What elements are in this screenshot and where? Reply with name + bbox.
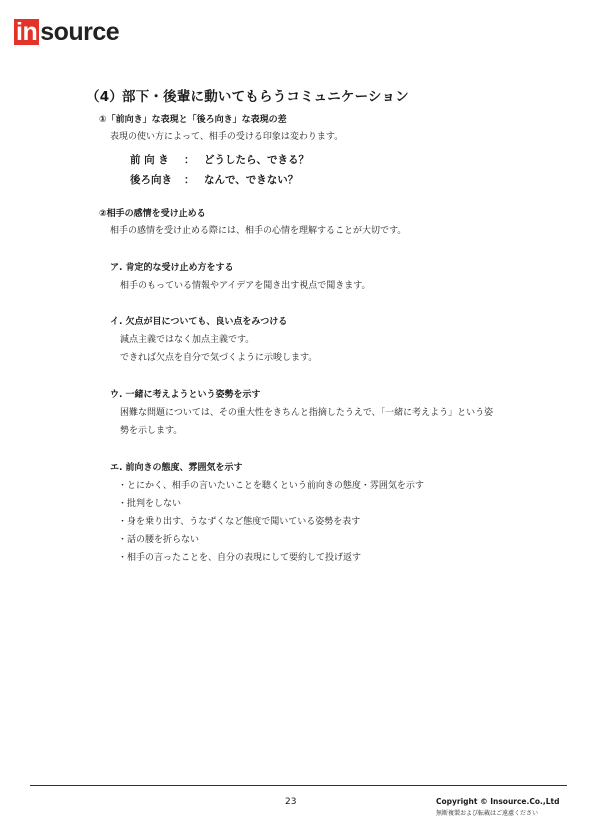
expression-separator: ： — [184, 174, 195, 186]
item-a-title: ア. 肯定的な受け止め方をする — [110, 263, 234, 273]
logo-in-mark: in — [16, 18, 38, 46]
part2-title: ②相手の感情を受け止める — [99, 209, 206, 219]
item-u-line: 困難な問題については、その重大性をきちんと指摘したうえで、「一緒に考えよう」という姿 — [120, 408, 494, 418]
part2-desc: 相手の感情を受け止める際には、相手の心情を理解することが大切です。 — [110, 226, 407, 236]
reproduction-notice: 無断複製および転載はご遠慮ください — [436, 810, 539, 817]
logo-wordmark: source — [40, 18, 120, 46]
part1-desc: 表現の使い方によって、相手の受ける印象は変わります。 — [110, 132, 344, 142]
item-e-bullet: ・話の腰を折らない — [118, 535, 200, 545]
expression-text: どうしたら、できる？ — [204, 154, 309, 166]
expression-separator: ： — [184, 154, 195, 166]
section-heading — [86, 85, 409, 105]
company-logo — [14, 19, 119, 45]
section-title: 部下・後輩に動いてもらうコミュニケーション — [122, 89, 409, 105]
expression-row-negative — [130, 172, 298, 187]
item-u-line: 勢を示します。 — [120, 426, 183, 436]
item-e-bullet: ・相手の言ったことを、自分の表現にして要約して投げ返す — [118, 553, 362, 563]
section-number: （4） — [86, 89, 123, 105]
item-u-title: ウ. 一緒に考えようという姿勢を示す — [110, 390, 261, 400]
item-e-bullet: ・批判をしない — [118, 499, 182, 509]
expression-label: 後ろ向き — [130, 174, 172, 186]
page-number: 23 — [285, 797, 297, 807]
expression-text: なんで、できない？ — [204, 174, 299, 186]
item-e-bullet: ・身を乗り出す、うなずくなど態度で聞いている姿勢を表す — [118, 517, 361, 527]
item-e-bullet: ・とにかく、相手の言いたいことを聴くという前向きの態度・雰囲気を示す — [118, 481, 424, 491]
copyright-text: Copyright © Insource.Co.,Ltd — [436, 797, 560, 806]
part1-title: ①「前向き」な表現と「後ろ向き」な表現の差 — [99, 115, 287, 125]
item-e-title: エ. 前向きの態度、雰囲気を示す — [110, 463, 243, 473]
item-i-line: できれば欠点を自分で気づくように示唆します。 — [120, 353, 318, 363]
footer-divider — [30, 785, 567, 786]
expression-label: 前 向 き — [130, 154, 169, 166]
item-a-line: 相手のもっている情報やアイデアを聞き出す視点で聞きます。 — [120, 281, 371, 291]
item-i-line: 減点主義ではなく加点主義です。 — [120, 335, 255, 345]
expression-row-positive — [130, 152, 309, 167]
item-i-title: イ. 欠点が目についても、良い点をみつける — [110, 317, 288, 327]
